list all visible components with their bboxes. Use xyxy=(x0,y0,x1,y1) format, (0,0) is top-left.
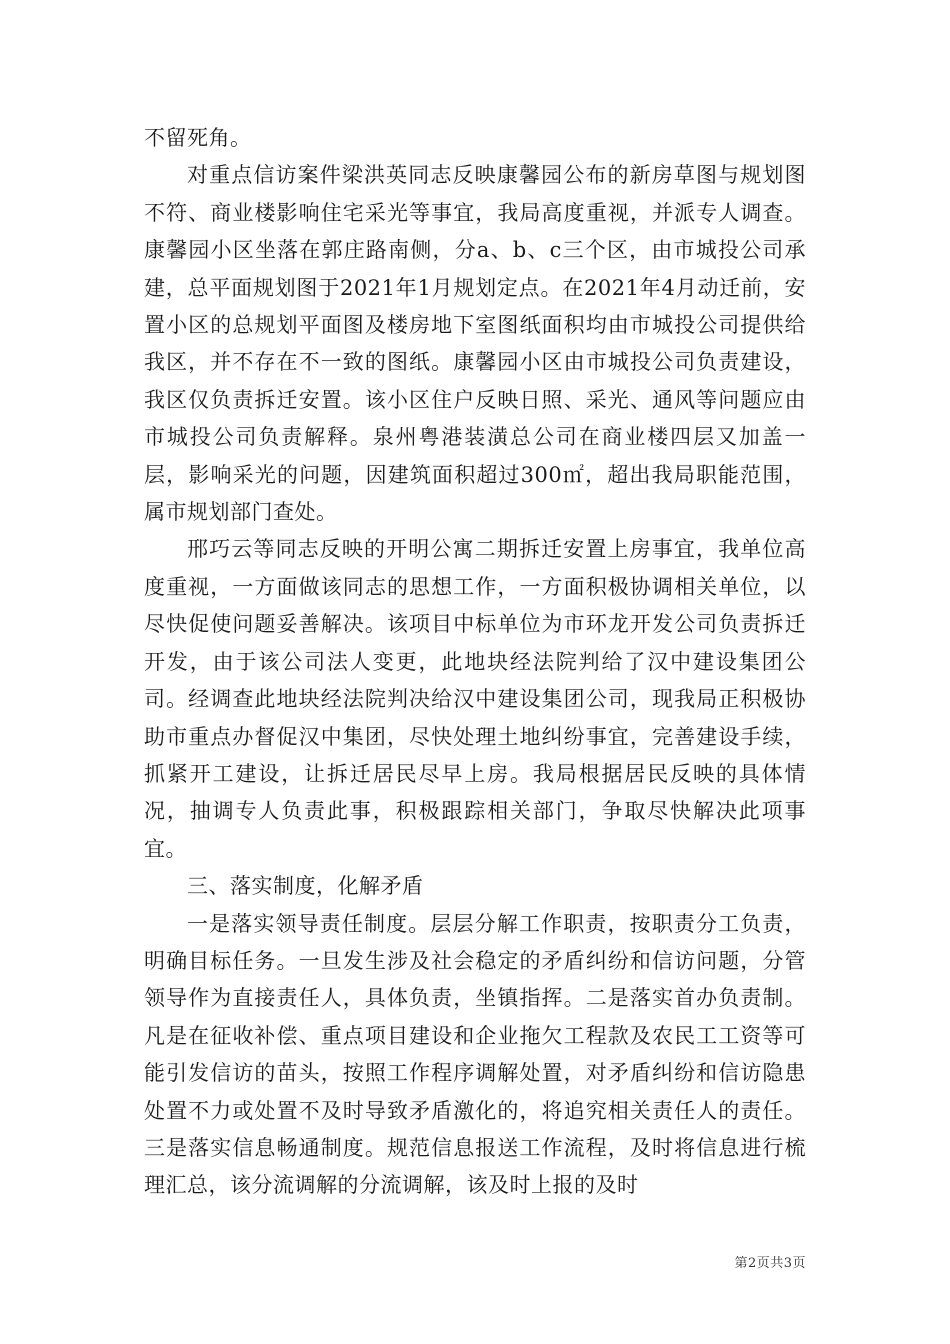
section-heading-three: 三、落实制度，化解矛盾 xyxy=(187,874,424,899)
paragraph-kangxinyuan-case: 对重点信访案件梁洪英同志反映康馨园公布的新房草图与规划图不符、商业楼影响住宅采光等事宜，我局高度重视，并派专人调查。康馨园小区坐落在郭庄路南侧，分a、b、c三个区，由市城投公司承建，总平面规划图于2021年1月规划定点。在2021年4月动迁前，安置小区的总规划平面图及楼房地下室图纸面积均由市城投公司提供给我区，并不存在不一致的图纸。康馨园小区由市城投公司负责建设，我区仅负责拆迁安置。该小区住户反映日照、采光、通风等问题应由市城投公司负责解释。泉州粤港装潢总公司在商业楼四层又加盖一层，影响采光的问题，因建筑面积超过300㎡，超出我局职能范围，属市规划部门查处。 xyxy=(144,163,806,525)
page-number-footer: 第2页共3页 xyxy=(734,1256,806,1271)
paragraph-responsibility-system: 一是落实领导责任制度。层层分解工作职责，按职责分工负责，明确目标任务。一旦发生涉及社会稳定的矛盾纠纷和信访问题，分管领导作为直接责任人，具体负责，坐镇指挥。二是落实首办负责制。凡是在征收补偿、重点项目建设和企业拖欠工程款及农民工工资等可能引发信访的苗头，按照工作程序调解处置，对矛盾纠纷和信访隐患处置不力或处置不及时导致矛盾激化的，将追究相关责任人的责任。三是落实信息畅通制度。规范信息报送工作流程，及时将信息进行梳理汇总，该分流调解的分流调解，该及时上报的及时 xyxy=(144,911,806,1198)
paragraph-kaiming-apartment-case: 邢巧云等同志反映的开明公寓二期拆迁安置上房事宜，我单位高度重视，一方面做该同志的思想工作，一方面积极协调相关单位，以尽快促使问题妥善解决。该项目中标单位为市环龙开发公司负责拆迁开发，由于该公司法人变更，此地块经法院判给了汉中建设集团公司。经调查此地块经法院判决给汉中建设集团公司，现我局正积极协助市重点办督促汉中集团，尽快处理土地纠纷事宜，完善建设手续，抓紧开工建设，让拆迁居民尽早上房。我局根据居民反映的具体情况，抽调专人负责此事，积极跟踪相关部门，争取尽快解决此项事宜。 xyxy=(144,537,806,861)
paragraph-continuation: 不留死角。 xyxy=(144,126,252,150)
document-body xyxy=(144,120,806,1205)
